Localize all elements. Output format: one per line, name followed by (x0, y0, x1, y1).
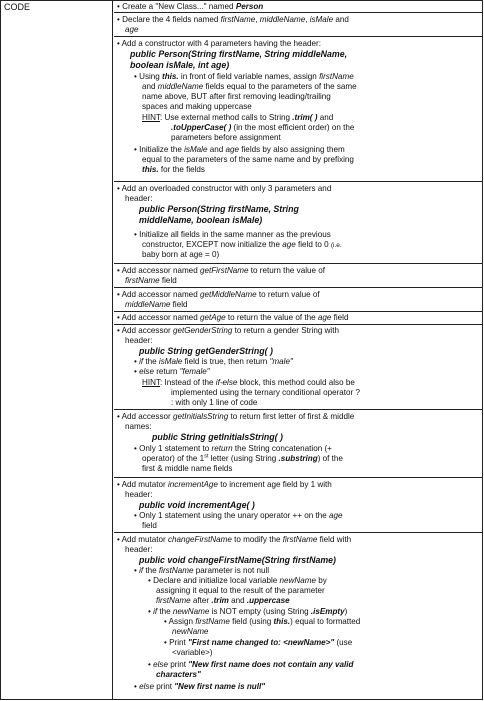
list-item: • Add a constructor with 4 parameters having the header: public Person(String firstName, String middleName, boolean isMale, int age) • Using this. in front of field variable names, assign firstName and middleName fields equal to the parameters of the same name above, BUT after first removing leading/trailing spaces and making uppercase HINT: Use external method calls to String .trim( ) and .toUpperCase( ) (in the most efficient order) on the parameters before assignment • Initialize the isMale and age fields by also assigning them equal to the parameters of the same name and by prefixing this. for the fields (114, 36, 483, 181)
round-bullet-icon: • (134, 682, 137, 691)
list-item: • Add accessor getInitialsString to return first letter of first & middle names: public String getInitialsString( ) • Only 1 statement to return the String concatenation (+ operator) of the 1st letter (using String .substring) of the first & middle name fields (114, 409, 483, 477)
list-item: • Declare the 4 fields named firstName, middleName, isMale and age (114, 12, 483, 36)
round-bullet-icon: • (134, 230, 137, 239)
list-item: • Create a "New Class..." named Person (117, 2, 264, 11)
list-item-continued: • Initialize all fields in the same manner as the previous constructor, EXCEPT now initialize the age field to 0 (i.e. baby born at age = 0) (134, 230, 342, 259)
round-bullet-icon: • (134, 367, 137, 376)
round-bullet-icon: • (134, 566, 137, 575)
round-bullet-icon: • (134, 72, 137, 81)
list-item: • Add accessor named getAge to return the value of the age field (114, 311, 483, 324)
square-bullet-icon: • (117, 480, 120, 489)
round-bullet-icon: • (148, 576, 151, 585)
square-bullet-icon: • (117, 39, 120, 48)
square-bullet-icon: • (117, 412, 120, 421)
requirements-column (114, 1, 483, 699)
list-item: • Add accessor named getMiddleName to return value of middleName field (114, 287, 483, 311)
class-name: Person (235, 2, 264, 11)
round-bullet-icon: • (134, 511, 137, 520)
round-bullet-icon: • (164, 617, 167, 626)
square-bullet-icon: • (117, 184, 120, 193)
square-bullet-icon: • (117, 290, 120, 299)
code-column (1, 1, 113, 699)
list-item: • Add mutator incrementAge to increment age field by 1 with header: public void incrementAge( ) • Only 1 statement using the unary operator ++ on the age field (114, 477, 483, 532)
round-bullet-icon: • (164, 638, 167, 647)
square-bullet-icon: • (117, 326, 120, 335)
list-item: • Add an overloaded constructor with only 3 parameters and header: public Person(String firstName, String middleName, boolean isMale) (114, 181, 483, 231)
square-bullet-icon: • (117, 15, 120, 24)
square-bullet-icon: • (117, 313, 120, 322)
list-item: • Add accessor getGenderString to return a gender String with header: public String getGenderString( ) • if the isMale field is true, then return "male" • else return "female" HINT: Instead of the if-else block, this method could also be implemented using the ternary conditional operator ? : with only 1 line of code (114, 324, 483, 409)
round-bullet-icon: • (134, 145, 137, 154)
hint-label: HINT (142, 113, 160, 122)
list-item: • Add mutator changeFirstName to modify the firstName field with header: public void changeFirstName(String firstName) • if the firstName parameter is not null • Declare and initialize local variable newName by assigning it equal to the result of the parameter firstName after .trim and .uppercase • if the newName is NOT empty (using String .isEmpty) • Assign firstName field (using this.) equal to formatted newName • Print "First name changed to: <newName>" (use <variable>) • else print "New first name does not contain any valid characters" • else print "New first name is null" (114, 532, 483, 701)
round-bullet-icon: • (134, 357, 137, 366)
round-bullet-icon: • (134, 444, 137, 453)
round-bullet-icon: • (148, 607, 151, 616)
list-item: • Add accessor named getFirstName to return the value of firstName field (114, 263, 483, 287)
code-header-label: CODE (4, 2, 31, 12)
square-bullet-icon: • (117, 266, 120, 275)
square-bullet-icon: • (117, 535, 120, 544)
hint-label: HINT (142, 378, 160, 387)
round-bullet-icon: • (148, 660, 151, 669)
square-bullet-icon: • (117, 2, 120, 11)
